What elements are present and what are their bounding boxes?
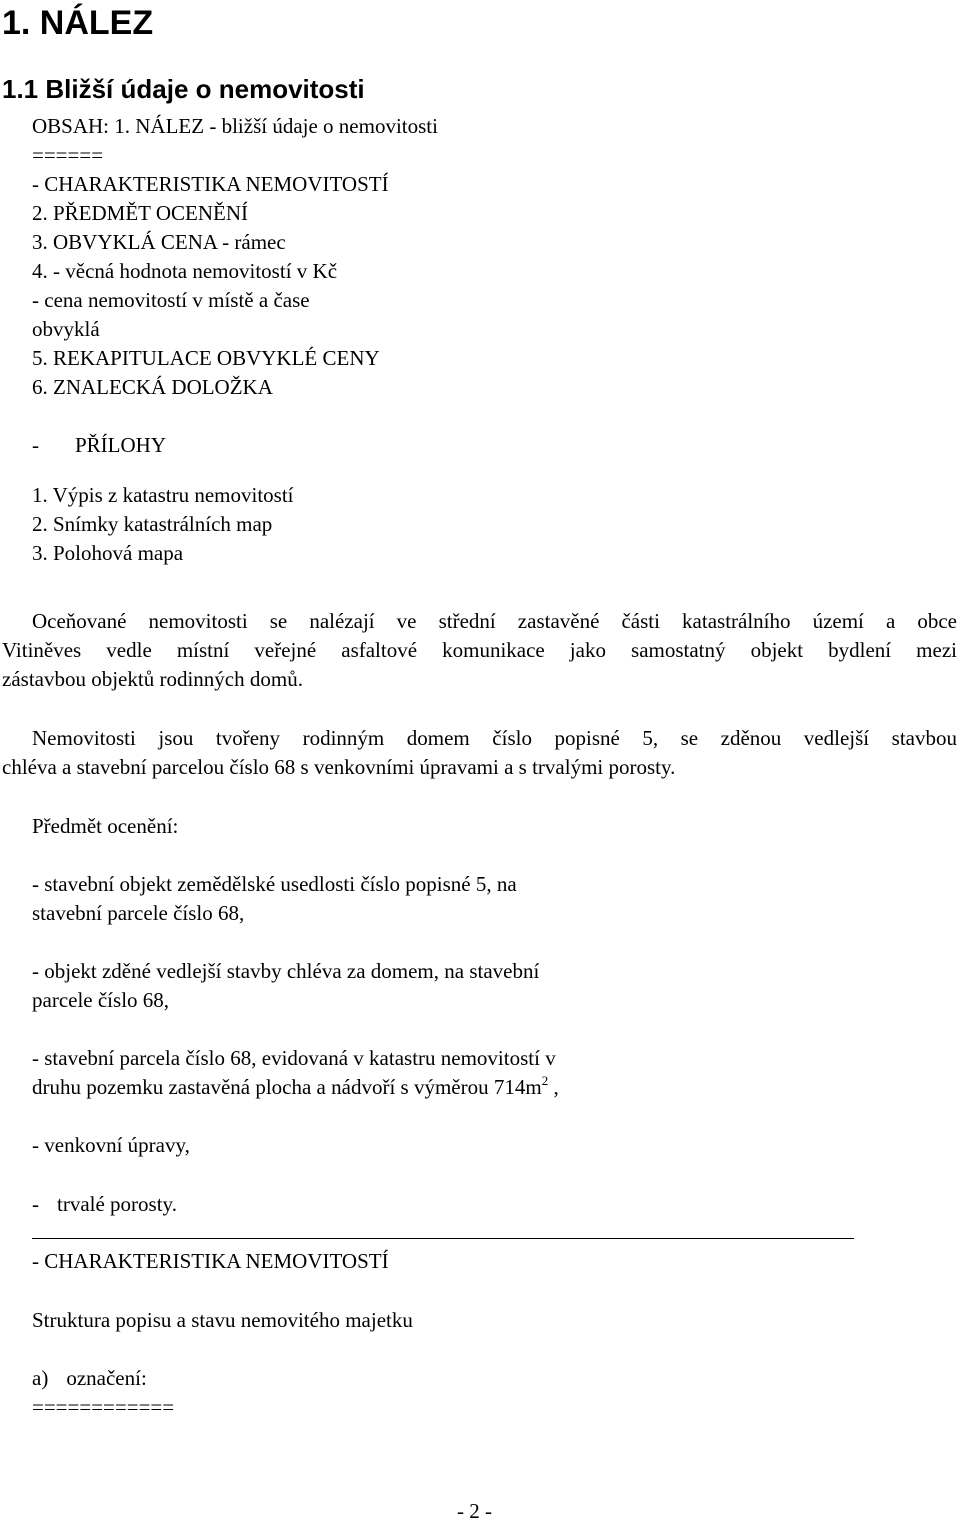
subject-item-5-text: trvalé porosty. — [57, 1192, 177, 1216]
paragraph-line: Nemovitosti jsou tvořeny rodinným domem číslo popisné 5, se zděnou vedlejší stavbou — [32, 726, 957, 750]
toc-line: 6. ZNALECKÁ DOLOŽKA — [32, 375, 273, 399]
page-heading: 1. NÁLEZ — [2, 4, 154, 42]
toc-attachments-heading — [32, 431, 438, 481]
paragraph-composition — [2, 724, 957, 782]
toc-line: 3. OBVYKLÁ CENA - rámec — [32, 230, 286, 254]
subject-item-5 — [32, 1190, 177, 1219]
attachment-item: 1. Výpis z katastru nemovitostí — [32, 483, 294, 507]
paragraph-location — [2, 607, 957, 694]
characteristics-section-title: - CHARAKTERISTIKA NEMOVITOSTÍ — [32, 1249, 389, 1273]
paragraph-line: chléva a stavební parcelou číslo 68 s venkovními úpravami a s trvalými porosty. — [2, 755, 676, 779]
toc-line: - CHARAKTERISTIKA NEMOVITOSTÍ — [32, 172, 389, 196]
toc-line: 4. - věcná hodnota nemovitostí v Kč — [32, 259, 338, 283]
subject-item-5-dash: - — [32, 1192, 39, 1216]
horizontal-divider — [32, 1238, 854, 1239]
designation-text: označení: — [66, 1366, 147, 1390]
subject-item-4: - venkovní úpravy, — [32, 1133, 190, 1157]
section-subheading: 1.1 Bližší údaje o nemovitosti — [2, 74, 365, 104]
toc-line: ====== — [32, 143, 104, 167]
subject-item-3-text: druhu pozemku zastavěná plocha a nádvoří s výměrou 714m — [32, 1075, 542, 1099]
attachment-item: 2. Snímky katastrálních map — [32, 512, 273, 536]
toc-line: 2. PŘEDMĚT OCENĚNÍ — [32, 201, 249, 225]
table-of-contents — [32, 112, 438, 568]
attachments-label: PŘÍLOHY — [75, 433, 167, 457]
toc-line: OBSAH: 1. NÁLEZ - bližší údaje o nemovitosti — [32, 114, 438, 138]
designation-label: a) — [32, 1366, 49, 1390]
page-number: - 2 - — [457, 1499, 492, 1523]
structure-title: Struktura popisu a stavu nemovitého majetku — [32, 1308, 413, 1332]
superscript-exponent: 2 — [541, 1073, 549, 1088]
subject-item-1-line: stavební parcele číslo 68, — [32, 901, 245, 925]
paragraph-line: zástavbou objektů rodinných domů. — [2, 667, 303, 691]
toc-line: 5. REKAPITULACE OBVYKLÉ CENY — [32, 346, 380, 370]
paragraph-line: Vitiněves vedle místní veřejné asfaltové komunikace jako samostatný objekt bydlení mezi — [2, 638, 957, 662]
subject-item-3-line: - stavební parcela číslo 68, evidovaná v katastru nemovitostí v — [32, 1046, 556, 1070]
toc-line: obvyklá — [32, 317, 100, 341]
attachments-dash: - — [32, 433, 39, 457]
toc-line: - cena nemovitostí v místě a čase — [32, 288, 310, 312]
subject-item-1-line: - stavební objekt zemědělské usedlosti číslo popisné 5, na — [32, 872, 517, 896]
subject-item-3-line — [32, 1073, 559, 1102]
paragraph-line: Oceňované nemovitosti se nalézají ve střední zastavěné části katastrálního území a obce — [32, 609, 957, 633]
designation-heading — [32, 1364, 147, 1393]
subject-item-3-tail: , — [548, 1075, 559, 1099]
attachment-item: 3. Polohová mapa — [32, 541, 184, 565]
subject-item-2-line: parcele číslo 68, — [32, 988, 170, 1012]
designation-underline: ============ — [32, 1395, 175, 1419]
subject-item-2-line: - objekt zděné vedlejší stavby chléva za domem, na stavební — [32, 959, 540, 983]
valuation-subject-title: Předmět ocenění: — [32, 814, 179, 838]
